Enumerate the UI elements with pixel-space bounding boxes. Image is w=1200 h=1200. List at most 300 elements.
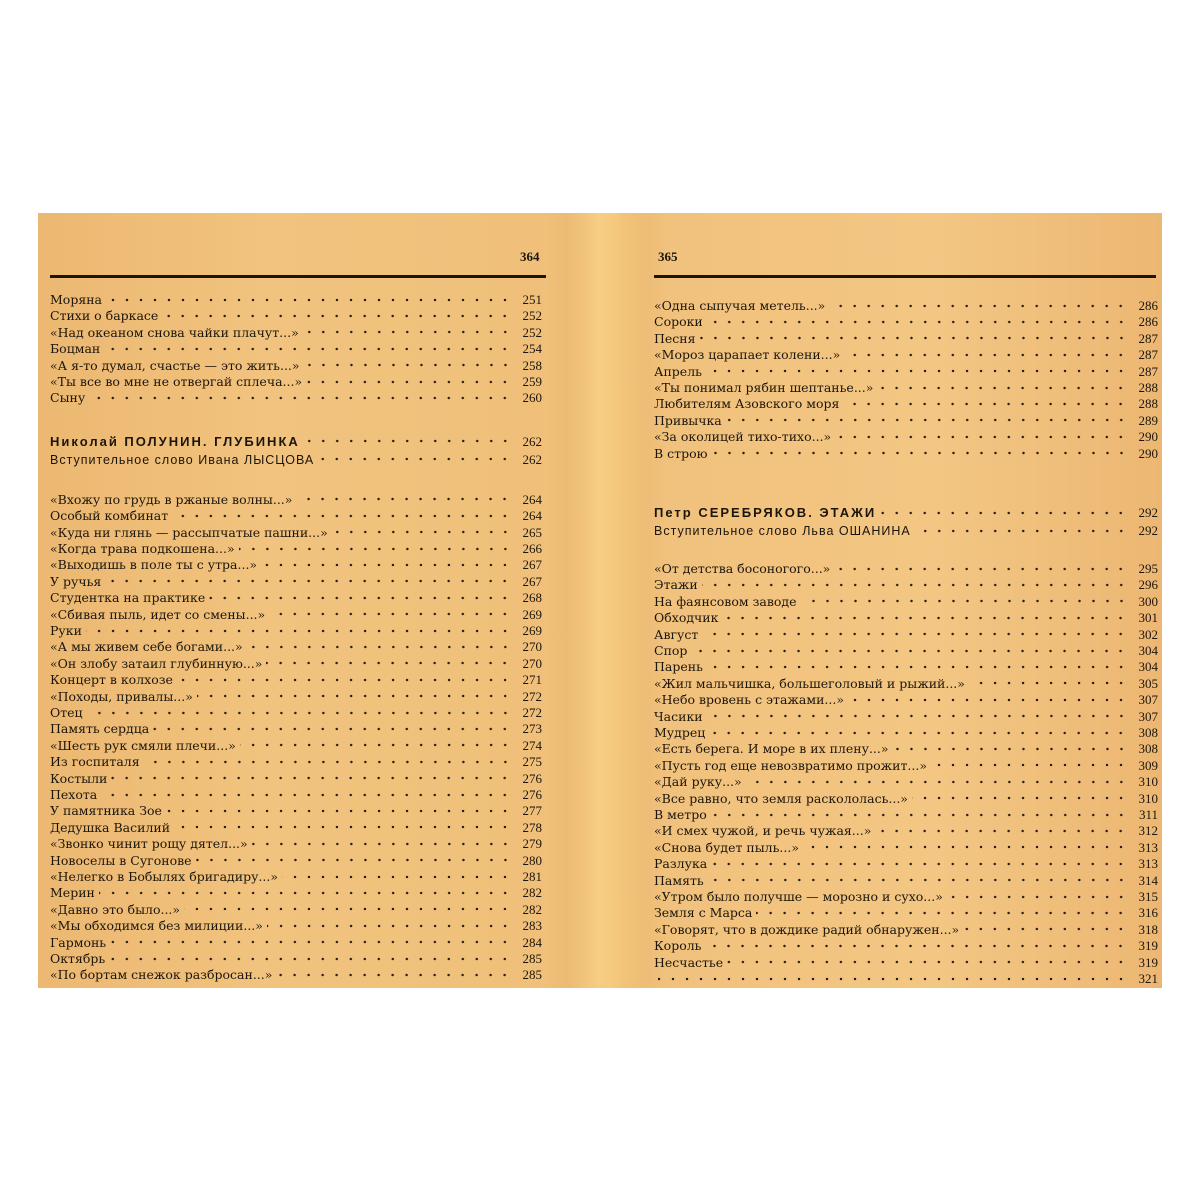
entry-title: Костыли <box>50 770 108 786</box>
dot-leader <box>912 796 1128 800</box>
entry-title: В метро <box>654 807 707 822</box>
entry-title: Дедушка Василий <box>50 819 171 835</box>
entry-page-number: 270 <box>522 639 542 655</box>
dot-leader <box>835 435 1128 439</box>
toc-entry <box>50 540 542 557</box>
entry-title: «Звонко чинит рощу дятел...» <box>50 836 248 852</box>
entry-title: Король <box>654 938 702 954</box>
entry-title: «Говорят, что в дождике радий обнаружен...» <box>654 921 960 937</box>
entry-title: Концерт в колхозе <box>50 672 173 688</box>
entry-title: «Все равно, что земля раскололась...» <box>654 790 908 806</box>
dot-leader <box>174 825 512 829</box>
entry-page-number: 259 <box>522 374 542 389</box>
entry-page-number: 289 <box>1138 412 1158 428</box>
dot-leader <box>196 858 512 862</box>
toc-entry <box>654 708 1158 725</box>
entry-title: «Есть берега. И море в их плену...» <box>654 741 889 757</box>
entry-page-number: 279 <box>522 836 542 852</box>
entry-page-number: 308 <box>1138 725 1158 740</box>
entry-title: Привычка <box>654 412 722 428</box>
entry-title: «И смех чужой, и речь чужая...» <box>654 823 872 839</box>
entry-page-number: 283 <box>522 918 542 934</box>
entry-title: «А я-то думал, счастье — это жить...» <box>50 357 300 373</box>
dot-leader <box>239 547 512 551</box>
dot-leader <box>304 439 512 443</box>
entry-page-number: 305 <box>1138 675 1158 691</box>
entry-title: У памятника Зое <box>50 803 162 819</box>
entry-title: «По бортам снежок разбросан...» <box>50 967 273 983</box>
entry-title: Память сердца <box>50 721 150 737</box>
entry-page-number: 260 <box>522 390 542 406</box>
dot-leader <box>104 347 512 351</box>
entry-title: «Небо вровень с этажами...» <box>654 692 844 708</box>
entry-title: Песня <box>654 330 696 346</box>
entry-page-number: 290 <box>1138 429 1158 445</box>
section-heading <box>50 433 542 450</box>
entry-page-number: 266 <box>522 541 542 556</box>
entry-title: Из госпиталя <box>50 754 140 770</box>
toc-entry <box>50 491 542 508</box>
toc-entry <box>654 330 1158 347</box>
entry-page-number: 274 <box>522 737 542 753</box>
dot-leader <box>705 944 1128 948</box>
right-page <box>610 213 1162 988</box>
entry-page-number: 300 <box>1138 593 1158 609</box>
entry-title: «Шесть рук смяли плечи...» <box>50 737 236 753</box>
toc-entry <box>50 671 542 688</box>
dot-leader <box>712 451 1129 455</box>
entry-page-number: 264 <box>522 508 542 524</box>
entry-page-number: 295 <box>1138 561 1158 576</box>
entry-title: Любителям Азовского моря <box>654 396 840 412</box>
toc-entry <box>654 724 1158 741</box>
dot-leader <box>706 369 1128 373</box>
entry-page-number: 292 <box>1138 505 1158 520</box>
entry-page-number: 252 <box>522 308 542 324</box>
toc-entry <box>654 412 1158 429</box>
toc-entry <box>654 855 1158 872</box>
entry-title: Разлука <box>654 856 708 872</box>
entry-title: Память <box>654 872 704 888</box>
entry-page-number: 313 <box>1138 856 1158 872</box>
entry-title: Пехота <box>50 787 98 802</box>
intro-entry <box>654 522 1158 539</box>
entry-page-number: 286 <box>1138 314 1158 330</box>
toc-entry <box>50 573 542 590</box>
entry-title: «От детства босоногого...» <box>654 561 831 576</box>
dot-leader <box>106 298 512 302</box>
dot-leader <box>915 529 1128 533</box>
book-spread <box>38 213 1162 988</box>
entry-page-number: 271 <box>522 672 542 688</box>
entry-page-number: 280 <box>522 852 542 868</box>
dot-leader <box>276 973 512 977</box>
dot-leader <box>109 957 512 961</box>
dot-leader <box>144 760 512 764</box>
dot-leader <box>209 596 512 600</box>
dot-leader <box>707 665 1128 669</box>
toc-entry <box>654 445 1158 462</box>
dot-leader <box>162 314 512 318</box>
dot-leader <box>166 809 512 813</box>
toc-entry <box>50 655 542 672</box>
toc-entry <box>50 589 542 606</box>
entry-page-number: 285 <box>522 951 542 966</box>
entry-page-number: 308 <box>1138 741 1158 757</box>
dot-leader <box>947 895 1128 899</box>
entry-title: Сороки <box>654 314 703 330</box>
dot-leader <box>801 599 1129 603</box>
toc-entry <box>50 770 542 787</box>
dot-leader <box>177 678 512 682</box>
toc-entry <box>654 937 1158 954</box>
toc-entry <box>654 904 1158 921</box>
entry-page-number: 278 <box>522 819 542 835</box>
entry-page-number: 288 <box>1138 380 1158 395</box>
entry-title: «Утром было получше — морозно и сухо...» <box>654 889 943 904</box>
entry-page-number: 301 <box>1138 610 1158 626</box>
dot-leader <box>240 743 512 747</box>
entry-page-number: 313 <box>1138 839 1158 855</box>
entry-page-number: 277 <box>522 803 542 819</box>
entry-title: Несчастье <box>654 954 724 970</box>
entry-page-number: 276 <box>522 770 542 786</box>
toc-entry <box>50 720 542 737</box>
header-rule <box>50 275 546 278</box>
toc-entry <box>654 757 1158 774</box>
entry-page-number: 262 <box>522 451 542 467</box>
entry-title: Часики <box>654 708 703 724</box>
entry-title: «Походы, привалы...» <box>50 688 193 704</box>
entry-title: В строю <box>654 445 708 461</box>
entry-page-number: 319 <box>1138 938 1158 954</box>
dot-leader <box>963 927 1128 931</box>
entry-title: «Нелегко в Бобылях бригадиру...» <box>50 869 279 884</box>
entry-title: «Вхожу по грудь в ржаные волны...» <box>50 491 293 507</box>
dot-leader <box>269 612 512 616</box>
entry-title: Руки <box>50 623 82 638</box>
entry-page-number: 304 <box>1138 643 1158 658</box>
entry-title: Моряна <box>50 292 102 307</box>
toc-entry <box>50 606 542 623</box>
toc-entry <box>50 786 542 803</box>
intro-entry <box>50 451 542 468</box>
entry-title: «Одна сыпучая метель...» <box>654 298 826 313</box>
dot-leader <box>86 629 512 633</box>
dot-leader <box>266 661 512 665</box>
dot-leader <box>101 793 512 797</box>
dot-leader <box>711 862 1128 866</box>
entry-page-number: 282 <box>522 885 542 901</box>
entry-page-number: 285 <box>522 967 542 983</box>
toc-entry <box>654 954 1158 971</box>
dot-leader <box>727 960 1128 964</box>
toc-entry <box>654 691 1158 708</box>
page-number: 364 <box>520 249 540 264</box>
entry-title: Николай ПОЛУНИН. ГЛУБИНКА <box>50 433 300 449</box>
toc-entry <box>654 675 1158 692</box>
toc-entry <box>654 313 1158 330</box>
entry-page-number: 273 <box>522 721 542 737</box>
header-rule <box>654 275 1156 278</box>
entry-page-number: 296 <box>1138 577 1158 593</box>
entry-page-number: 302 <box>1138 626 1158 642</box>
entry-page-number: 262 <box>522 433 542 449</box>
toc-entry <box>50 340 542 357</box>
toc-entry <box>654 576 1158 593</box>
entry-title: «А мы живем себе богами...» <box>50 639 243 655</box>
entry-title: Октябрь <box>50 951 106 966</box>
entry-title: «Сбивая пыль, идет со смены...» <box>50 606 266 622</box>
dot-leader <box>707 320 1128 324</box>
toc-entry <box>50 966 542 983</box>
entry-page-number: 288 <box>1138 396 1158 412</box>
entry-title: «Когда трава подкошена...» <box>50 541 235 556</box>
entry-title: «Мороз царапает колени...» <box>654 347 841 363</box>
entry-page-number: 319 <box>1138 954 1158 970</box>
dot-leader <box>834 567 1128 571</box>
toc-entry <box>654 773 1158 790</box>
entry-page-number: 287 <box>1138 330 1158 346</box>
entry-title: Гармонь <box>50 934 107 950</box>
dot-leader <box>261 563 512 567</box>
dot-leader <box>702 632 1128 636</box>
toc-entry <box>654 363 1158 380</box>
dot-leader <box>111 776 512 780</box>
toc-entry <box>50 307 542 324</box>
entry-title: Вступительное слово Льва ОШАНИНА <box>654 524 911 538</box>
dot-leader <box>969 681 1128 685</box>
dot-leader <box>282 875 512 879</box>
dot-leader <box>707 714 1128 718</box>
entry-title: «Ты все во мне не отвергай сплеча...» <box>50 374 303 389</box>
entry-page-number: 267 <box>522 573 542 589</box>
entry-page-number: 307 <box>1138 692 1158 708</box>
toc-entry <box>50 507 542 524</box>
toc-entry <box>654 658 1158 675</box>
toc-entry <box>50 389 542 406</box>
entry-title: «Дай руку...» <box>654 774 742 790</box>
entry-page-number: 304 <box>1138 659 1158 675</box>
toc-entry <box>50 852 542 869</box>
entry-page-number: 264 <box>522 491 542 507</box>
entry-title: Студентка на практике <box>50 590 206 606</box>
entry-title: «Выходишь в поле ты с утра...» <box>50 557 258 573</box>
dot-leader <box>153 727 512 731</box>
dot-leader <box>893 747 1128 751</box>
toc-entry <box>654 790 1158 807</box>
left-page <box>38 213 578 988</box>
entry-page-number: 276 <box>522 787 542 802</box>
toc-entry <box>50 802 542 819</box>
dot-leader <box>197 694 512 698</box>
entry-page-number: 286 <box>1138 298 1158 313</box>
dot-leader <box>726 418 1128 422</box>
entry-page-number: 251 <box>522 292 542 307</box>
dot-leader <box>105 579 512 583</box>
entry-title: Парень <box>654 659 703 675</box>
dot-leader <box>877 386 1128 390</box>
dot-leader <box>184 907 512 911</box>
entry-page-number: 315 <box>1138 889 1158 904</box>
dot-leader <box>843 402 1128 406</box>
entry-title: Август <box>654 626 699 642</box>
dot-leader <box>722 616 1128 620</box>
toc-entry <box>654 593 1158 610</box>
toc-entry <box>654 297 1158 314</box>
toc-entry <box>50 688 542 705</box>
entry-title: «Ты понимал рябин шептанье...» <box>654 380 874 395</box>
dot-leader <box>296 497 512 501</box>
entry-page-number: 267 <box>522 557 542 573</box>
dot-leader <box>658 977 1128 981</box>
toc-entry <box>50 324 542 341</box>
entry-title: Боцман <box>50 341 101 357</box>
entry-page-number: 311 <box>1138 807 1158 822</box>
toc-entry <box>654 921 1158 938</box>
entry-title: «Он злобу затаил глубинную...» <box>50 655 263 671</box>
section-heading <box>654 504 1158 521</box>
entry-page-number: 275 <box>522 754 542 770</box>
entry-page-number: 265 <box>522 524 542 540</box>
toc-entry <box>654 872 1158 889</box>
entry-title: Сыну <box>50 390 86 406</box>
toc-entry <box>50 638 542 655</box>
entry-title: Стихи о баркасе <box>50 308 159 324</box>
dot-leader <box>110 940 512 944</box>
toc-entry <box>50 622 542 639</box>
dot-leader <box>700 336 1128 340</box>
entry-title: «Пусть год еще невозвратимо прожит...» <box>654 757 927 773</box>
entry-page-number: 307 <box>1138 708 1158 724</box>
dot-leader <box>711 813 1128 817</box>
toc-entry <box>50 737 542 754</box>
toc-entry <box>50 753 542 770</box>
toc-entry <box>654 395 1158 412</box>
toc-entry <box>654 428 1158 445</box>
entry-page-number: 258 <box>522 357 542 373</box>
entry-page-number: 309 <box>1138 757 1158 773</box>
toc-entry <box>654 822 1158 839</box>
entry-page-number: 310 <box>1138 790 1158 806</box>
dot-leader <box>89 396 512 400</box>
entry-title: «Мы обходимся без милиции...» <box>50 918 263 934</box>
entry-title: Вступительное слово Ивана ЛЫСЦОВА <box>50 452 315 467</box>
toc-entry <box>654 806 1158 823</box>
dot-leader <box>87 711 512 715</box>
entry-title: Отец <box>50 705 83 720</box>
dot-leader <box>332 530 512 534</box>
toc-entry <box>50 556 542 573</box>
dot-leader <box>844 353 1128 357</box>
toc-entry <box>50 917 542 934</box>
entry-page-number: 290 <box>1138 445 1158 461</box>
entry-title: На фаянсовом заводе <box>654 593 797 609</box>
dot-leader <box>756 911 1128 915</box>
dot-leader <box>880 511 1128 515</box>
entry-title: Апрель <box>654 363 702 379</box>
toc-entry <box>654 970 1158 987</box>
entry-page-number: 268 <box>522 590 542 606</box>
entry-title: Обходчик <box>654 610 719 626</box>
entry-page-number: 252 <box>522 324 542 340</box>
entry-title: «Давно это было...» <box>50 901 181 917</box>
entry-page-number: 281 <box>522 869 542 884</box>
entry-title: У ручья <box>50 573 102 589</box>
entry-page-number: 287 <box>1138 347 1158 363</box>
toc-entry <box>50 884 542 901</box>
entry-page-number: 314 <box>1138 872 1158 888</box>
dot-leader <box>931 763 1128 767</box>
toc-entry <box>654 888 1158 905</box>
toc-entry <box>50 835 542 852</box>
entry-title: Особый комбинат <box>50 508 169 524</box>
dot-leader <box>829 304 1128 308</box>
dot-leader <box>875 829 1128 833</box>
entry-page-number: 318 <box>1138 921 1158 937</box>
entry-title: «Куда ни глянь — рассыпчатые пашни...» <box>50 524 328 540</box>
dot-leader <box>304 363 512 367</box>
entry-title: Мудрец <box>654 725 706 740</box>
entry-title: Этажи <box>654 577 698 593</box>
entry-title: Новоселы в Сугонове <box>50 852 192 868</box>
toc-entry <box>50 373 542 390</box>
dot-leader <box>267 924 512 928</box>
entry-title: «За околицей тихо-тихо...» <box>654 429 832 445</box>
toc-entry <box>654 609 1158 626</box>
dot-leader <box>99 891 512 895</box>
toc-entry <box>654 560 1158 577</box>
entry-page-number: 272 <box>522 688 542 704</box>
entry-page-number: 282 <box>522 901 542 917</box>
toc-entry <box>50 704 542 721</box>
entry-title: «Снова будет пыль...» <box>654 839 799 855</box>
toc-entry <box>654 839 1158 856</box>
dot-leader <box>803 845 1128 849</box>
entry-page-number: 254 <box>522 341 542 357</box>
dot-leader <box>306 380 512 384</box>
dot-leader <box>318 457 512 461</box>
entry-page-number: 269 <box>522 606 542 622</box>
entry-page-number: 310 <box>1138 774 1158 790</box>
entry-page-number: 284 <box>522 934 542 950</box>
entry-page-number: 312 <box>1138 823 1158 839</box>
dot-leader <box>303 330 512 334</box>
toc-entry <box>654 626 1158 643</box>
dot-leader <box>709 731 1128 735</box>
toc-entry <box>654 642 1158 659</box>
dot-leader <box>247 645 512 649</box>
entry-page-number: 269 <box>522 623 542 638</box>
toc-entry <box>50 524 542 541</box>
entry-title: «Над океаном снова чайки плачут...» <box>50 324 299 340</box>
dot-leader <box>848 698 1128 702</box>
entry-title: Петр СЕРЕБРЯКОВ. ЭТАЖИ <box>654 505 877 520</box>
toc-entry <box>50 868 542 885</box>
entry-title: Мерин <box>50 885 95 901</box>
entry-title: Спор <box>654 643 688 658</box>
toc-entry <box>50 950 542 967</box>
toc-entry <box>654 379 1158 396</box>
entry-title: Земля с Марса <box>654 905 753 921</box>
toc-entry <box>50 291 542 308</box>
dot-leader <box>252 842 512 846</box>
toc-entry <box>50 934 542 951</box>
page-number: 365 <box>658 249 678 264</box>
entry-page-number: 321 <box>1138 971 1158 986</box>
toc-entry <box>50 901 542 918</box>
toc-entry <box>50 819 542 836</box>
